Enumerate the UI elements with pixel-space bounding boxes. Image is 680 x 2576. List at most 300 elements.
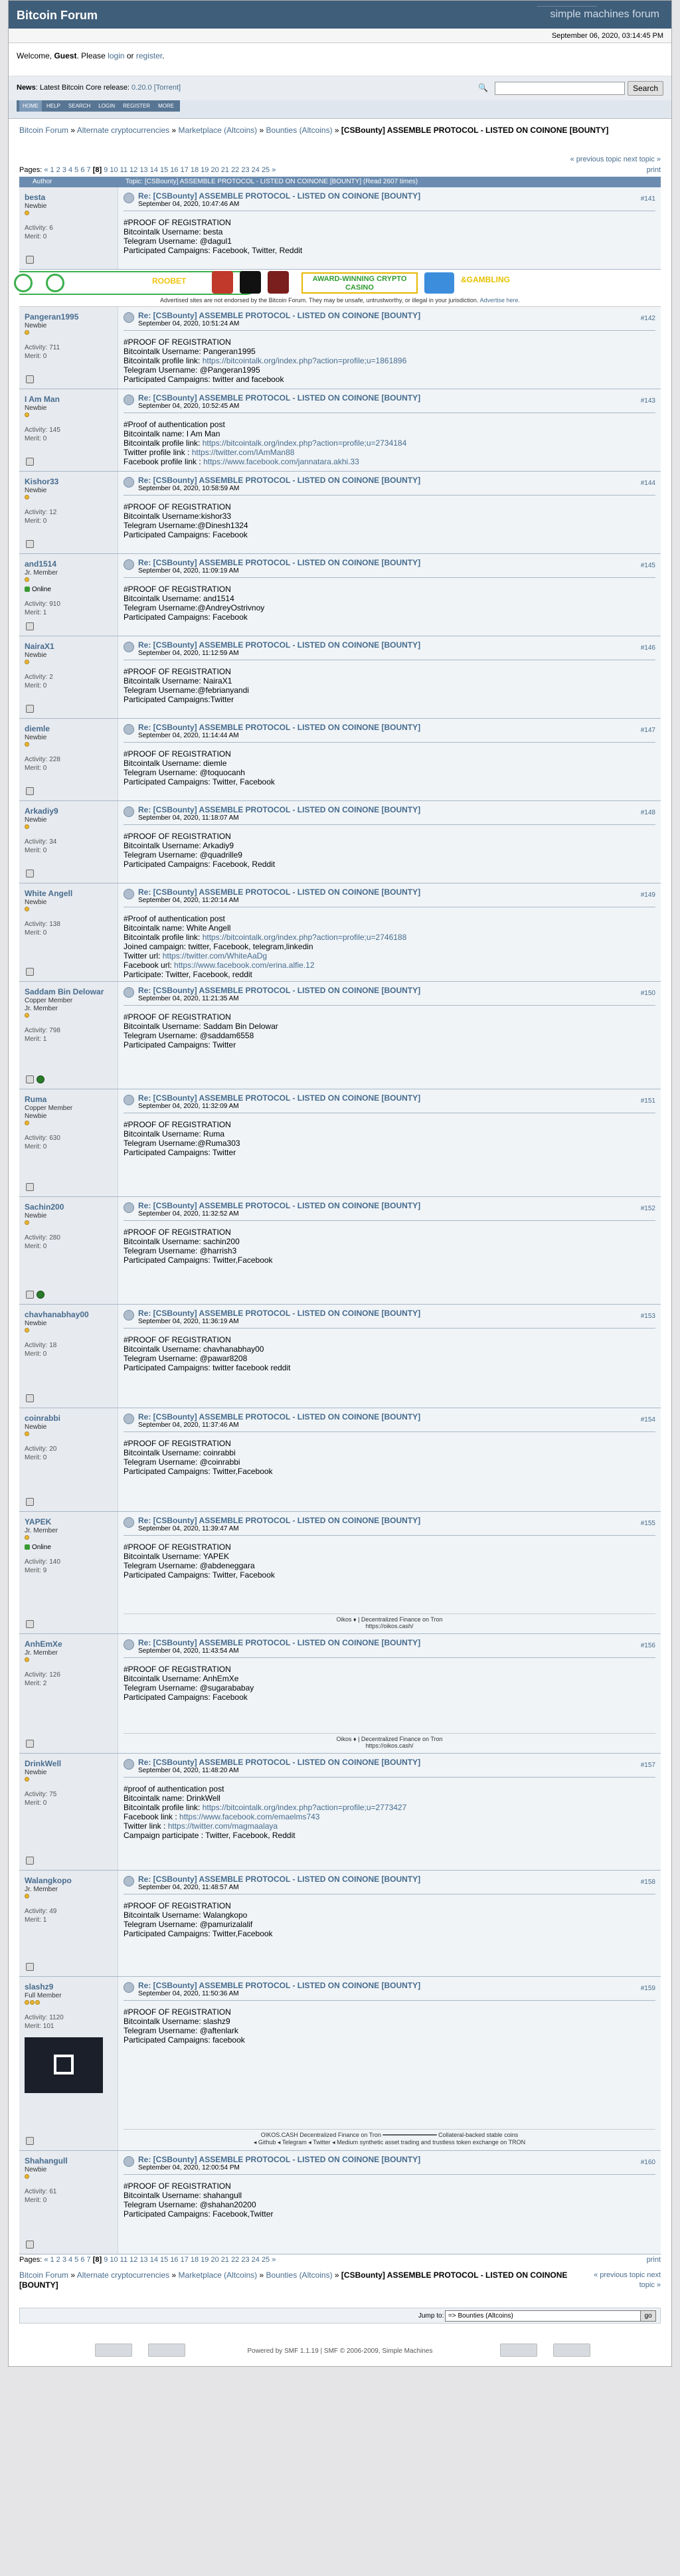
poster-stats bbox=[25, 1671, 112, 1688]
breadcrumb-sep: » bbox=[257, 2270, 266, 2280]
profile-icon[interactable] bbox=[26, 1620, 34, 1628]
activity: Activity: 1120 bbox=[25, 2014, 64, 2021]
website-icon[interactable] bbox=[37, 1291, 44, 1299]
activity: Activity: 18 bbox=[25, 1342, 57, 1349]
poster-icons bbox=[26, 622, 34, 630]
post-number[interactable]: #146 bbox=[640, 644, 655, 652]
profile-icon[interactable] bbox=[26, 1394, 34, 1402]
poster-name[interactable]: NairaX1 bbox=[25, 642, 54, 651]
post-title[interactable]: Re: [CSBounty] ASSEMBLE PROTOCOL - LISTED ON COINONE [BOUNTY] bbox=[138, 1516, 421, 1525]
breadcrumb-link[interactable]: Bitcoin Forum bbox=[19, 2270, 69, 2280]
post-text: Telegram Username: @pamurizalalif bbox=[124, 1920, 253, 1929]
post-date: September 04, 2020, 11:21:35 AM bbox=[138, 995, 239, 1002]
post-icon bbox=[124, 987, 134, 998]
breadcrumb-sep: » bbox=[68, 2270, 77, 2280]
post-number[interactable]: #145 bbox=[640, 562, 655, 569]
main-menu bbox=[9, 100, 671, 119]
poster-icons bbox=[26, 1963, 34, 1971]
post-link[interactable]: https://www.facebook.com/jannatara.akhi.33 bbox=[203, 457, 359, 466]
breadcrumb-link[interactable]: Bounties (Altcoins) bbox=[266, 2270, 333, 2280]
signature-line[interactable]: ◂ Github ◂ Telegram ◂ Twitter ◂ Medium synthetic asset trading and trustless token exchange on TRON bbox=[253, 2139, 526, 2146]
post-line bbox=[124, 1120, 655, 1129]
release-version-link[interactable]: 0.20.0 bbox=[131, 84, 152, 92]
poster-name[interactable]: besta bbox=[25, 193, 46, 202]
forum-post bbox=[19, 472, 661, 554]
poster-name[interactable]: I Am Man bbox=[25, 395, 60, 404]
post-number[interactable]: #149 bbox=[640, 891, 655, 899]
post-number[interactable]: #147 bbox=[640, 727, 655, 734]
post-number[interactable]: #153 bbox=[640, 1313, 655, 1320]
profile-icon[interactable] bbox=[26, 1183, 34, 1191]
post-number[interactable]: #142 bbox=[640, 315, 655, 322]
topic-header bbox=[19, 177, 661, 187]
post-text: #PROOF OF REGISTRATION bbox=[124, 2007, 231, 2017]
post-icon bbox=[124, 1310, 134, 1321]
poster-name[interactable]: diemle bbox=[25, 724, 50, 733]
menu-tab-home[interactable]: HOME bbox=[19, 100, 42, 112]
post-text: Participated Campaigns: Facebook bbox=[124, 1693, 248, 1702]
merit: Merit: 0 bbox=[25, 435, 47, 442]
post-number[interactable]: #156 bbox=[640, 1642, 655, 1649]
post-icon bbox=[124, 559, 134, 570]
rank-star-icon bbox=[25, 2174, 29, 2179]
activity: Activity: 798 bbox=[25, 1027, 60, 1034]
poster-stats bbox=[25, 1341, 112, 1358]
post-title[interactable]: Re: [CSBounty] ASSEMBLE PROTOCOL - LISTED ON COINONE [BOUNTY] bbox=[138, 640, 421, 650]
post-text: #PROOF OF REGISTRATION bbox=[124, 1439, 231, 1448]
ad-shield-icon bbox=[240, 271, 261, 294]
post-body bbox=[124, 825, 655, 869]
breadcrumb-sep: » bbox=[169, 2270, 179, 2280]
signature-line[interactable]: Oikos ♦ | Decentralized Finance on Tron bbox=[336, 1736, 443, 1742]
register-link[interactable]: register bbox=[135, 51, 163, 60]
subject-wrap bbox=[138, 723, 420, 739]
rank-star-icon bbox=[25, 1777, 29, 1782]
jump-label: Jump to: bbox=[418, 2312, 444, 2320]
rank-star-icon bbox=[25, 907, 29, 911]
post-subject bbox=[124, 393, 655, 413]
print-link[interactable]: print bbox=[646, 2256, 661, 2264]
post-line bbox=[124, 1448, 655, 1457]
profile-icon[interactable] bbox=[26, 1075, 34, 1083]
breadcrumb-sep: » bbox=[169, 126, 179, 135]
post-content bbox=[118, 2151, 661, 2254]
page-links[interactable]: « 1 2 3 4 5 6 7 bbox=[44, 2256, 93, 2264]
post-number[interactable]: #160 bbox=[640, 2159, 655, 2166]
post-body bbox=[124, 1778, 655, 1840]
poster-info bbox=[19, 2151, 118, 2254]
current-page: [8] bbox=[92, 166, 102, 174]
post-icon bbox=[124, 2156, 134, 2167]
post-date: September 04, 2020, 11:12:59 AM bbox=[138, 650, 239, 657]
post-line bbox=[124, 942, 655, 951]
poster-stats bbox=[25, 755, 112, 773]
menu-tab-help[interactable]: HELP bbox=[46, 103, 60, 109]
post-icon bbox=[124, 1414, 134, 1424]
menu-tab-login[interactable]: LOGIN bbox=[98, 103, 116, 109]
poster-rank-secondary: Jr. Member bbox=[25, 1005, 58, 1012]
post-list bbox=[9, 187, 671, 2254]
profile-icon[interactable] bbox=[26, 1963, 34, 1971]
profile-icon[interactable] bbox=[26, 2137, 34, 2145]
post-text: #PROOF OF REGISTRATION bbox=[124, 1228, 231, 1237]
post-title[interactable]: Re: [CSBounty] ASSEMBLE PROTOCOL - LISTED ON COINONE [BOUNTY] bbox=[138, 805, 421, 814]
online-label: Online bbox=[32, 586, 51, 593]
post-text: Telegram Username: @shahan20200 bbox=[124, 2200, 256, 2209]
post-text: Facebook profile link : bbox=[124, 457, 204, 466]
post-line bbox=[124, 686, 655, 695]
print-link[interactable]: print bbox=[646, 166, 661, 174]
poster-stats bbox=[25, 343, 112, 361]
poster-info bbox=[19, 472, 118, 553]
post-link[interactable]: https://bitcointalk.org/index.php?action=profile;u=2734184 bbox=[202, 438, 407, 448]
author-column: Author bbox=[33, 178, 52, 185]
post-content bbox=[118, 883, 661, 981]
poster-stats bbox=[25, 2187, 112, 2205]
post-link[interactable]: https://twitter.com/IAmMan88 bbox=[191, 448, 295, 457]
merit: Merit: 0 bbox=[25, 1350, 47, 1358]
poster-name[interactable]: AnhEmXe bbox=[25, 1639, 62, 1649]
page-links[interactable]: « 1 2 3 4 5 6 7 bbox=[44, 166, 93, 174]
post-line bbox=[124, 1784, 655, 1794]
post-content bbox=[118, 982, 661, 1089]
poster-rank: Full Member bbox=[25, 1992, 62, 1999]
post-number[interactable]: #158 bbox=[640, 1879, 655, 1886]
profile-icon[interactable] bbox=[26, 1291, 34, 1299]
poster-name[interactable]: chavhanabhay00 bbox=[25, 1310, 89, 1319]
online-label: Online bbox=[32, 1544, 51, 1551]
poster-stats bbox=[25, 600, 112, 617]
post-body bbox=[124, 496, 655, 539]
post-subject bbox=[124, 476, 655, 496]
poster-name[interactable]: Walangkopo bbox=[25, 1876, 72, 1885]
breadcrumb-link[interactable]: Bitcoin Forum bbox=[19, 126, 69, 135]
post-subject bbox=[124, 311, 655, 331]
profile-icon[interactable] bbox=[26, 540, 34, 548]
post-line bbox=[124, 1335, 655, 1344]
breadcrumb-link[interactable]: Alternate cryptocurrencies bbox=[76, 126, 170, 135]
post-line bbox=[124, 2191, 655, 2200]
post-content bbox=[118, 636, 661, 718]
next-topic-link[interactable]: next topic » bbox=[623, 155, 661, 163]
post-body bbox=[124, 1221, 655, 1265]
post-text: Participated Campaigns: twitter facebook reddit bbox=[124, 1363, 291, 1372]
go-button[interactable]: go bbox=[640, 2310, 656, 2322]
post-line bbox=[124, 2035, 655, 2045]
poster-rank: Newbie bbox=[25, 1212, 47, 1220]
online-icon bbox=[25, 587, 30, 592]
post-icon bbox=[124, 806, 134, 817]
post-number[interactable]: #144 bbox=[640, 480, 655, 487]
post-title[interactable]: Re: [CSBounty] ASSEMBLE PROTOCOL - LISTED ON COINONE [BOUNTY] bbox=[138, 476, 421, 485]
post-body bbox=[124, 2175, 655, 2219]
post-text: Telegram Username: @sugarababay bbox=[124, 1683, 254, 1693]
poster-info bbox=[19, 1977, 118, 2150]
post-text: Bitcointalk Username: YAPEK bbox=[124, 1552, 229, 1561]
post-text: Participated Campaigns: twitter and facebook bbox=[124, 375, 284, 384]
post-title[interactable]: Re: [CSBounty] ASSEMBLE PROTOCOL - LISTED ON COINONE [BOUNTY] bbox=[138, 723, 421, 732]
signature bbox=[124, 1613, 655, 1629]
post-text: Bitcointalk Username: NairaX1 bbox=[124, 676, 232, 686]
poster-info bbox=[19, 1512, 118, 1633]
post-number[interactable]: #141 bbox=[640, 195, 655, 203]
breadcrumb-link[interactable]: Marketplace (Altcoins) bbox=[178, 2270, 258, 2280]
post-text: Twitter profile link : bbox=[124, 448, 192, 457]
post-title[interactable]: Re: [CSBounty] ASSEMBLE PROTOCOL - LISTED ON COINONE [BOUNTY] bbox=[138, 1981, 421, 1990]
post-title[interactable]: Re: [CSBounty] ASSEMBLE PROTOCOL - LISTED ON COINONE [BOUNTY] bbox=[138, 1201, 421, 1210]
post-title[interactable]: Re: [CSBounty] ASSEMBLE PROTOCOL - LISTED ON COINONE [BOUNTY] bbox=[138, 1875, 421, 1884]
post-line bbox=[124, 832, 655, 841]
post-link[interactable]: https://bitcointalk.org/index.php?action=profile;u=2773427 bbox=[202, 1803, 407, 1812]
poster-name[interactable]: coinrabbi bbox=[25, 1414, 61, 1423]
poster-stats bbox=[25, 1907, 112, 1924]
post-subject bbox=[124, 1093, 655, 1113]
post-title[interactable]: Re: [CSBounty] ASSEMBLE PROTOCOL - LISTED ON COINONE [BOUNTY] bbox=[138, 1638, 421, 1647]
jump-select[interactable]: => Bounties (Altcoins) bbox=[445, 2310, 656, 2322]
merit: Merit: 0 bbox=[25, 682, 47, 690]
breadcrumb-link[interactable]: Bounties (Altcoins) bbox=[266, 126, 333, 135]
post-title[interactable]: Re: [CSBounty] ASSEMBLE PROTOCOL - LISTED ON COINONE [BOUNTY] bbox=[138, 191, 421, 201]
menu-tab-register[interactable]: REGISTER bbox=[123, 103, 151, 109]
rank-stars bbox=[25, 412, 112, 419]
merit: Merit: 0 bbox=[25, 929, 47, 937]
post-date: September 04, 2020, 10:47:46 AM bbox=[138, 201, 240, 208]
post-text: Bitcointalk profile link: bbox=[124, 1803, 203, 1812]
previous-topic-link[interactable]: « previous topic bbox=[594, 2271, 645, 2279]
poster-stats bbox=[25, 1790, 112, 1807]
post-date: September 04, 2020, 11:36:19 AM bbox=[138, 1318, 239, 1325]
post-text: Bitcointalk Username: AnhEmXe bbox=[124, 1674, 239, 1683]
post-text: #PROOF OF REGISTRATION bbox=[124, 218, 231, 227]
post-body bbox=[124, 907, 655, 979]
menu-tab-more[interactable]: MORE bbox=[158, 103, 175, 109]
profile-icon[interactable] bbox=[26, 458, 34, 466]
post-number[interactable]: #150 bbox=[640, 990, 655, 997]
poster-name[interactable]: Kishor33 bbox=[25, 477, 59, 486]
poster-icons bbox=[26, 1075, 44, 1083]
post-link[interactable]: https://twitter.com/WhiteAaDg bbox=[162, 951, 268, 961]
subject-wrap bbox=[138, 1412, 420, 1429]
post-title[interactable]: Re: [CSBounty] ASSEMBLE PROTOCOL - LISTED ON COINONE [BOUNTY] bbox=[138, 1412, 421, 1422]
forum-post bbox=[19, 1512, 661, 1634]
rank-stars bbox=[25, 329, 112, 337]
pagination-bottom: Pages: « 1 2 3 4 5 6 7 [8] 9 10 11 12 13 14 15 16 17 18 19 20 21 22 23 24 25 » print bbox=[19, 2256, 661, 2264]
profile-icon[interactable] bbox=[26, 705, 34, 713]
poster-name[interactable]: and1514 bbox=[25, 559, 57, 569]
post-line bbox=[124, 1831, 655, 1840]
ad-casino[interactable]: AWARD-WINNING CRYPTO CASINO bbox=[301, 272, 418, 294]
previous-topic-link[interactable]: « previous topic bbox=[570, 155, 622, 163]
profile-icon[interactable] bbox=[26, 1857, 34, 1865]
profile-icon[interactable] bbox=[26, 1498, 34, 1506]
profile-icon[interactable] bbox=[26, 787, 34, 795]
poster-rank: Copper Member bbox=[25, 997, 73, 1004]
post-text: Telegram Username: @Pangeran1995 bbox=[124, 365, 260, 375]
rank-star-icon bbox=[25, 1121, 29, 1125]
post-subject bbox=[124, 191, 655, 211]
post-date: September 04, 2020, 11:39:47 AM bbox=[138, 1525, 239, 1532]
post-date: September 04, 2020, 11:37:46 AM bbox=[138, 1422, 239, 1429]
poster-rank: Newbie bbox=[25, 899, 47, 906]
profile-icon[interactable] bbox=[26, 968, 34, 976]
profile-icon[interactable] bbox=[26, 375, 34, 383]
profile-icon[interactable] bbox=[26, 870, 34, 877]
post-number[interactable]: #154 bbox=[640, 1416, 655, 1424]
rank-star-icon bbox=[25, 1431, 29, 1436]
forum-title[interactable]: Bitcoin Forum bbox=[17, 9, 98, 22]
post-number[interactable]: #151 bbox=[640, 1097, 655, 1105]
post-number[interactable]: #159 bbox=[640, 1985, 655, 1992]
signature-line[interactable]: https://oikos.cash/ bbox=[365, 1623, 414, 1629]
search-input[interactable] bbox=[495, 82, 625, 95]
post-link[interactable]: https://bitcointalk.org/index.php?action=profile;u=1861896 bbox=[202, 356, 407, 365]
ad-ring-icon bbox=[46, 274, 64, 292]
poster-name[interactable]: Saddam Bin Delowar bbox=[25, 987, 104, 996]
post-link[interactable]: https://www.facebook.com/emaelms743 bbox=[179, 1812, 320, 1821]
poster-stats bbox=[25, 224, 112, 241]
post-text: Bitcointalk Username: Walangkopo bbox=[124, 1910, 248, 1920]
post-text: Participated Campaigns: Twitter,Facebook bbox=[124, 1467, 273, 1476]
profile-icon[interactable] bbox=[26, 622, 34, 630]
ad-ring-icon bbox=[14, 274, 33, 292]
post-line bbox=[124, 1812, 655, 1821]
post-line bbox=[124, 777, 655, 786]
subject-wrap bbox=[138, 805, 420, 822]
post-link[interactable]: https://bitcointalk.org/index.php?action=profile;u=2746188 bbox=[202, 933, 407, 942]
poster-stats bbox=[25, 2013, 112, 2031]
poster-stats bbox=[25, 426, 112, 443]
post-title[interactable]: Re: [CSBounty] ASSEMBLE PROTOCOL - LISTED ON COINONE [BOUNTY] bbox=[138, 2155, 421, 2164]
poster-name[interactable]: Pangeran1995 bbox=[25, 312, 79, 322]
advertise-link[interactable]: Advertise here. bbox=[479, 297, 520, 304]
poster-info bbox=[19, 554, 118, 636]
post-title[interactable]: Re: [CSBounty] ASSEMBLE PROTOCOL - LISTED ON COINONE [BOUNTY] bbox=[138, 986, 421, 995]
forum-post bbox=[19, 719, 661, 801]
subject-wrap bbox=[138, 558, 420, 575]
post-number[interactable]: #152 bbox=[640, 1205, 655, 1212]
poster-name[interactable]: Arkadiy9 bbox=[25, 806, 58, 816]
post-line bbox=[124, 970, 655, 979]
poster-info bbox=[19, 1197, 118, 1304]
rank-stars bbox=[25, 1120, 112, 1127]
page-links-rest[interactable]: 9 10 11 12 13 14 15 16 17 18 19 20 21 22 23 24 25 » bbox=[102, 166, 276, 174]
post-content bbox=[118, 1305, 661, 1408]
profile-icon[interactable] bbox=[26, 256, 34, 264]
post-title[interactable]: Re: [CSBounty] ASSEMBLE PROTOCOL - LISTED ON COINONE [BOUNTY] bbox=[138, 393, 421, 403]
breadcrumb bbox=[9, 119, 671, 155]
rank-star-icon bbox=[25, 211, 29, 215]
post-text: Bitcointalk Username: and1514 bbox=[124, 594, 234, 603]
post-text: Participated Campaigns: Facebook, Reddit bbox=[124, 860, 276, 869]
post-text: Participated Campaigns: Twitter,Facebook bbox=[124, 1929, 273, 1938]
website-icon[interactable] bbox=[37, 1075, 44, 1083]
login-link[interactable]: login bbox=[108, 51, 125, 60]
breadcrumb-link[interactable]: Marketplace (Altcoins) bbox=[178, 126, 258, 135]
post-content bbox=[118, 801, 661, 883]
post-title[interactable]: Re: [CSBounty] ASSEMBLE PROTOCOL - LISTED ON COINONE [BOUNTY] bbox=[138, 887, 421, 897]
post-number[interactable]: #148 bbox=[640, 809, 655, 816]
ad-brand: ROOBET bbox=[152, 276, 187, 286]
poster-name[interactable]: DrinkWell bbox=[25, 1759, 62, 1768]
torrent-link[interactable]: [Torrent] bbox=[153, 84, 181, 92]
poster-icons bbox=[26, 1183, 34, 1191]
breadcrumb-sep: » bbox=[257, 126, 266, 135]
post-date: September 04, 2020, 11:50:36 AM bbox=[138, 1990, 239, 1997]
rank-star-icon bbox=[35, 2000, 40, 2005]
post-line bbox=[124, 375, 655, 384]
menu-tabs bbox=[17, 100, 180, 112]
post-date: September 04, 2020, 10:58:59 AM bbox=[138, 485, 240, 492]
poster-name[interactable]: Sachin200 bbox=[25, 1202, 64, 1212]
rank-star-icon bbox=[25, 1535, 29, 1540]
rank-stars bbox=[25, 2173, 112, 2181]
post-title[interactable]: Re: [CSBounty] ASSEMBLE PROTOCOL - LISTED ON COINONE [BOUNTY] bbox=[138, 311, 421, 320]
post-title[interactable]: Re: [CSBounty] ASSEMBLE PROTOCOL - LISTED ON COINONE [BOUNTY] bbox=[138, 1758, 421, 1767]
poster-rank: Newbie bbox=[25, 652, 47, 659]
search-button[interactable]: Search bbox=[628, 81, 663, 96]
profile-icon[interactable] bbox=[26, 2241, 34, 2249]
profile-icon[interactable] bbox=[26, 1740, 34, 1748]
post-link[interactable]: https://twitter.com/magmaalaya bbox=[167, 1821, 278, 1831]
poster-stats bbox=[25, 1134, 112, 1151]
post-number[interactable]: #143 bbox=[640, 397, 655, 405]
next-topic-link[interactable]: next topic » bbox=[639, 2271, 661, 2289]
activity: Activity: 228 bbox=[25, 756, 60, 763]
post-line bbox=[124, 1821, 655, 1831]
menu-tab-search[interactable]: SEARCH bbox=[68, 103, 91, 109]
post-date: September 04, 2020, 10:52:45 AM bbox=[138, 403, 240, 410]
avatar-logo-icon bbox=[54, 2055, 74, 2074]
poster-name[interactable]: Shahangull bbox=[25, 2156, 68, 2165]
post-number[interactable]: #155 bbox=[640, 1520, 655, 1527]
post-number[interactable]: #157 bbox=[640, 1762, 655, 1769]
breadcrumb-link[interactable]: Alternate cryptocurrencies bbox=[76, 2270, 170, 2280]
signature-line[interactable]: Oikos ♦ | Decentralized Finance on Tron bbox=[336, 1616, 443, 1623]
post-text: Telegram Username: @harrish3 bbox=[124, 1246, 237, 1255]
rank-star-icon bbox=[25, 742, 29, 747]
post-title[interactable]: Re: [CSBounty] ASSEMBLE PROTOCOL - LISTED ON COINONE [BOUNTY] bbox=[138, 558, 421, 567]
rank-stars bbox=[25, 1220, 112, 1227]
poster-icons bbox=[26, 787, 34, 795]
post-icon bbox=[124, 312, 134, 323]
poster-name[interactable]: YAPEK bbox=[25, 1517, 52, 1526]
post-title[interactable]: Re: [CSBounty] ASSEMBLE PROTOCOL - LISTED ON COINONE [BOUNTY] bbox=[138, 1093, 421, 1103]
signature-line[interactable]: https://oikos.cash/ bbox=[365, 1742, 414, 1749]
merit: Merit: 0 bbox=[25, 1143, 47, 1150]
poster-info bbox=[19, 636, 118, 718]
poster-name[interactable]: slashz9 bbox=[25, 1982, 54, 1991]
activity: Activity: 49 bbox=[25, 1908, 57, 1915]
poster-name[interactable]: Ruma bbox=[25, 1095, 47, 1104]
post-title[interactable]: Re: [CSBounty] ASSEMBLE PROTOCOL - LISTED ON COINONE [BOUNTY] bbox=[138, 1309, 421, 1318]
post-text: Participated Campaigns: Twitter, Facebook bbox=[124, 1570, 275, 1580]
poster-rank: Copper Member bbox=[25, 1105, 73, 1112]
post-link[interactable]: https://www.facebook.com/erina.alfie.12 bbox=[174, 961, 315, 970]
signature-line[interactable]: OIKOS.CASH Decentralized Finance on Tron ━━━━━━━━━━━━━━━ Collateral-backed stable coins bbox=[260, 2132, 519, 2138]
post-body bbox=[124, 413, 655, 466]
merit: Merit: 0 bbox=[25, 847, 47, 854]
post-line bbox=[124, 337, 655, 347]
post-body bbox=[124, 331, 655, 384]
post-line bbox=[124, 768, 655, 777]
poster-name[interactable]: White Angell bbox=[25, 889, 73, 898]
page-links-rest[interactable]: 9 10 11 12 13 14 15 16 17 18 19 20 21 22 23 24 25 » bbox=[102, 2256, 276, 2264]
post-line bbox=[124, 1022, 655, 1031]
subject-wrap bbox=[138, 311, 420, 327]
poster-rank: Jr. Member bbox=[25, 1886, 58, 1893]
poster-info bbox=[19, 801, 118, 883]
activity: Activity: 126 bbox=[25, 1671, 60, 1679]
